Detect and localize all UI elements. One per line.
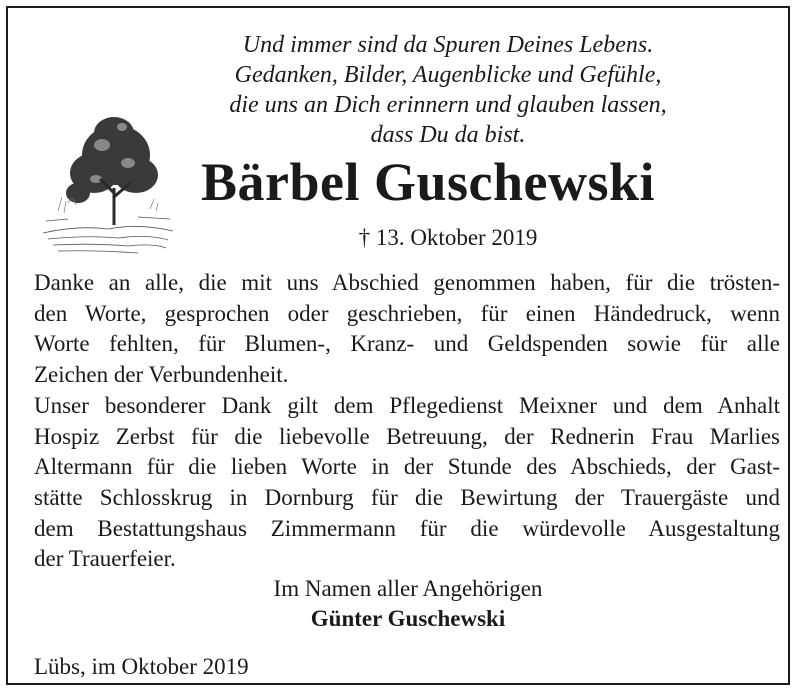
- deceased-name: Bärbel Guschewski: [200, 152, 656, 212]
- thank-you-text: [34, 268, 780, 575]
- body-line: Zeichen der Verbundenheit.: [34, 362, 289, 388]
- body-line: Hospiz Zerbst für die liebevolle Betreuung, der Rednerin Frau Marlies: [34, 423, 780, 449]
- body-line: dem Bestattungshaus Zimmermann für die würdevolle Ausgestaltung: [34, 515, 780, 541]
- body-line: den Worte, gesprochen oder geschrieben, für einen Händedruck, wenn: [34, 300, 780, 326]
- memorial-poem: [178, 30, 718, 150]
- poem-line: die uns an Dich erinnern und glauben lassen,: [229, 92, 667, 118]
- body-line: Unser besonderer Dank gilt dem Pflegedienst Meixner und dem Anhalt: [34, 392, 780, 418]
- body-line: Altermann für die lieben Worte in der Stunde des Abschieds, der Gast-: [34, 454, 780, 480]
- body-line: stätte Schlosskrug in Dornburg für die Bewirtung der Trauergäste und: [34, 484, 780, 510]
- body-line: Danke an alle, die mit uns Abschied genommen haben, für die trösten-: [34, 270, 780, 295]
- body-line: Worte fehlten, für Blumen-, Kranz- und Geldspenden sowie für alle: [34, 331, 780, 357]
- signer-name: Günter Guschewski: [310, 606, 506, 631]
- poem-line: dass Du da bist.: [370, 122, 526, 148]
- obituary-frame: [6, 6, 790, 685]
- signature-intro: Im Namen aller Angehörigen: [273, 576, 543, 601]
- poem-line: Gedanken, Bilder, Augenblicke und Gefühle,: [234, 62, 662, 88]
- death-date: † 13. Oktober 2019: [358, 225, 538, 250]
- signature-block: [208, 574, 608, 634]
- place-date: Lübs, im Oktober 2019: [34, 654, 249, 679]
- poem-line: Und immer sind da Spuren Deines Lebens.: [242, 32, 654, 58]
- body-line: der Trauerfeier.: [34, 546, 176, 572]
